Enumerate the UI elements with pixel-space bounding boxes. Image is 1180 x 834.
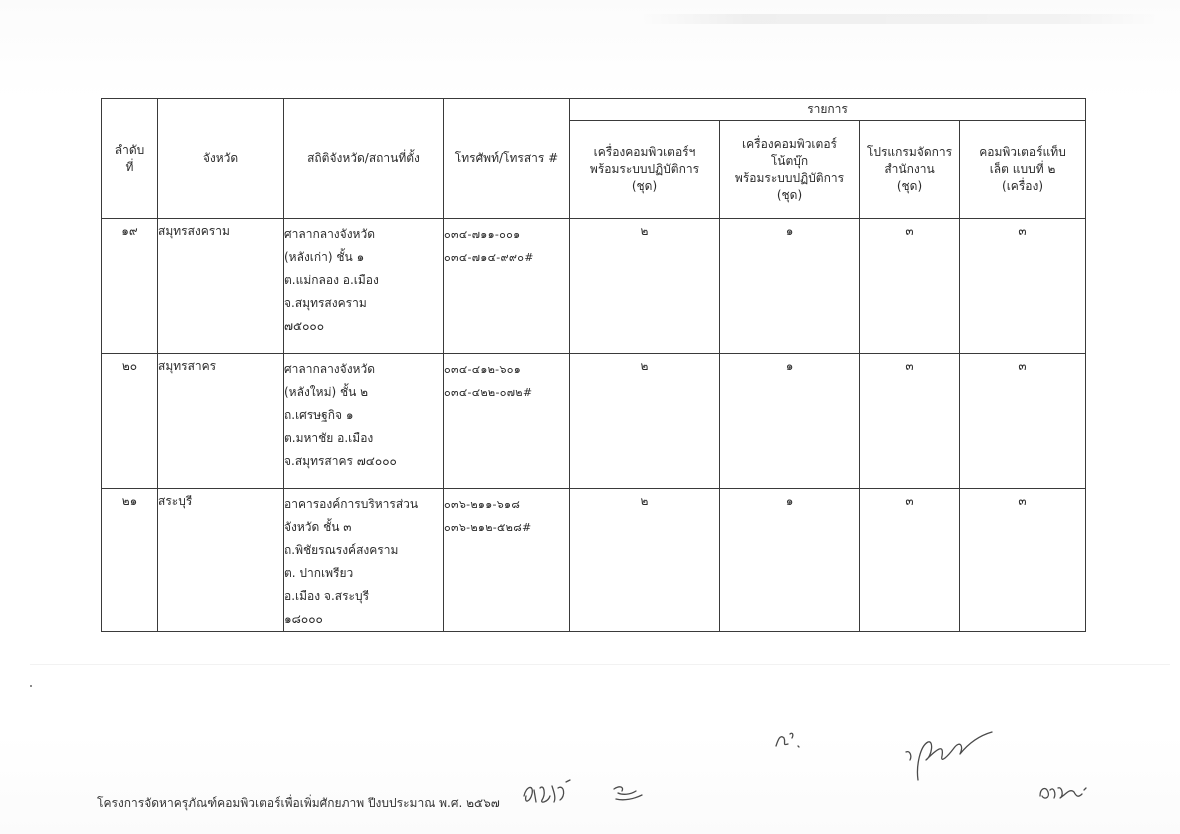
header-text-line: (เครื่อง) bbox=[1002, 179, 1044, 193]
address-line: ศาลากลางจังหวัด bbox=[284, 362, 375, 376]
cell-desktop-qty: ๒ bbox=[570, 354, 720, 489]
address-line: จังหวัด ชั้น ๓ bbox=[284, 520, 352, 534]
cell-address bbox=[284, 219, 444, 354]
header-office-software bbox=[860, 121, 960, 219]
header-order-text bbox=[102, 142, 157, 176]
cell-province: สระบุรี bbox=[158, 489, 284, 632]
cell-office-software-qty: ๓ bbox=[860, 489, 960, 632]
cell-order: ๒๑ bbox=[102, 489, 158, 632]
address-line: ศาลากลางจังหวัด bbox=[284, 227, 375, 241]
fax-number: ๐๓๔-๔๒๒-๐๗๒# bbox=[444, 386, 533, 399]
header-text-line: (ชุด) bbox=[776, 187, 803, 202]
cell-address bbox=[284, 354, 444, 489]
header-items-group bbox=[570, 99, 1086, 121]
signature-initials-4 bbox=[1036, 776, 1090, 806]
cell-phone bbox=[444, 354, 570, 489]
cell-address bbox=[284, 489, 444, 632]
cell-order: ๑๙ bbox=[102, 219, 158, 354]
header-order bbox=[102, 99, 158, 219]
header-phone-text: โทรศัพท์/โทรสาร # bbox=[454, 151, 559, 165]
header-text-line: พร้อมระบบปฏิบัติการ bbox=[734, 170, 845, 185]
signature-initials-1 bbox=[518, 776, 578, 812]
signature-initials-2 bbox=[612, 783, 644, 805]
header-phone bbox=[444, 99, 570, 219]
header-notebook bbox=[720, 121, 860, 219]
address-line: อ.เมือง จ.สระบุรี bbox=[284, 589, 370, 603]
address-line: ต.มหาชัย อ.เมือง bbox=[284, 431, 374, 445]
address-line: (หลังใหม่) ชั้น ๒ bbox=[284, 385, 369, 399]
address-line: ถ.เศรษฐกิจ ๑ bbox=[284, 408, 354, 422]
cell-notebook-qty: ๑ bbox=[720, 354, 860, 489]
header-desktop bbox=[570, 121, 720, 219]
cell-province: สมุทรสาคร bbox=[158, 354, 284, 489]
header-tablet bbox=[960, 121, 1086, 219]
header-text-line: เครื่องคอมพิวเตอร์ฯ bbox=[593, 145, 696, 159]
header-address-text: สถิติจังหวัด/สถานที่ตั้ง bbox=[307, 151, 420, 165]
header-address bbox=[284, 99, 444, 219]
cell-tablet-qty: ๓ bbox=[960, 489, 1086, 632]
header-text-line: พร้อมระบบปฏิบัติการ bbox=[589, 162, 700, 176]
header-items-group-text: รายการ bbox=[807, 102, 848, 116]
address-line: จ.สมุทรสาคร ๗๔๐๐๐ bbox=[284, 454, 397, 468]
phone-number: ๐๓๖-๒๑๑-๖๑๘ bbox=[444, 498, 521, 511]
header-province bbox=[158, 99, 284, 219]
cell-phone bbox=[444, 219, 570, 354]
header-text-line: สำนักงาน bbox=[884, 162, 935, 176]
fax-number: ๐๓๖-๒๑๒-๕๒๘# bbox=[444, 521, 532, 534]
address-line: ๑๘๐๐๐ bbox=[284, 612, 323, 626]
header-text-line: (ชุด) bbox=[896, 179, 923, 193]
header-text-line: เครื่องคอมพิวเตอร์ bbox=[742, 136, 837, 151]
address-line: (หลังเก่า) ชั้น ๑ bbox=[284, 250, 365, 264]
cell-order: ๒๐ bbox=[102, 354, 158, 489]
address-line: อาคารองค์การบริหารส่วน bbox=[284, 497, 419, 511]
scan-dot bbox=[30, 685, 32, 687]
cell-notebook-qty: ๑ bbox=[720, 489, 860, 632]
cell-tablet-qty: ๓ bbox=[960, 219, 1086, 354]
header-text-line: ที่ bbox=[125, 159, 134, 174]
header-text-line: เล็ต แบบที่ ๒ bbox=[989, 162, 1056, 176]
equipment-table bbox=[101, 98, 1086, 632]
header-province-text: จังหวัด bbox=[202, 151, 239, 165]
table-row bbox=[102, 354, 1086, 489]
header-notebook-text bbox=[724, 136, 855, 204]
cell-office-software-qty: ๓ bbox=[860, 354, 960, 489]
header-text-line: ลำดับ bbox=[114, 142, 145, 157]
address-line: ต.แม่กลอง อ.เมือง bbox=[284, 273, 379, 287]
header-text-line: โน้ตบุ๊ก bbox=[770, 153, 809, 168]
header-text-line: (ชุด) bbox=[631, 179, 658, 193]
header-text-line: คอมพิวเตอร์แท็บ bbox=[979, 145, 1066, 159]
cell-phone bbox=[444, 489, 570, 632]
cell-desktop-qty: ๒ bbox=[570, 489, 720, 632]
phone-number: ๐๓๔-๔๑๒-๖๐๑ bbox=[444, 363, 522, 376]
scan-smudge bbox=[640, 14, 1160, 24]
header-tablet-text bbox=[964, 144, 1081, 195]
cell-notebook-qty: ๑ bbox=[720, 219, 860, 354]
header-office-software-text bbox=[864, 144, 955, 195]
address-line: ๗๕๐๐๐ bbox=[284, 319, 325, 333]
address-line: จ.สมุทรสงคราม bbox=[284, 296, 367, 310]
table-row bbox=[102, 489, 1086, 632]
header-text-line: โปรแกรมจัดการ bbox=[866, 145, 953, 159]
signature-initials-3 bbox=[770, 728, 804, 752]
address-line: ต. ปากเพรียว bbox=[284, 566, 354, 580]
address-line: ถ.พิชัยรณรงค์สงคราม bbox=[284, 543, 399, 557]
signature-main bbox=[898, 726, 998, 788]
footer-caption: โครงการจัดหาครุภัณฑ์คอมพิวเตอร์เพื่อเพิ่มศักยภาพ ปีงบประมาณ พ.ศ. ๒๕๖๗ bbox=[97, 796, 500, 810]
header-desktop-text bbox=[574, 144, 715, 195]
cell-province: สมุทรสงคราม bbox=[158, 219, 284, 354]
table-row bbox=[102, 219, 1086, 354]
cell-desktop-qty: ๒ bbox=[570, 219, 720, 354]
scan-fold-line bbox=[30, 664, 1170, 665]
fax-number: ๐๓๔-๗๑๔-๙๙๐# bbox=[444, 251, 534, 264]
cell-tablet-qty: ๓ bbox=[960, 354, 1086, 489]
cell-office-software-qty: ๓ bbox=[860, 219, 960, 354]
phone-number: ๐๓๔-๗๑๑-๐๐๑ bbox=[444, 228, 521, 241]
